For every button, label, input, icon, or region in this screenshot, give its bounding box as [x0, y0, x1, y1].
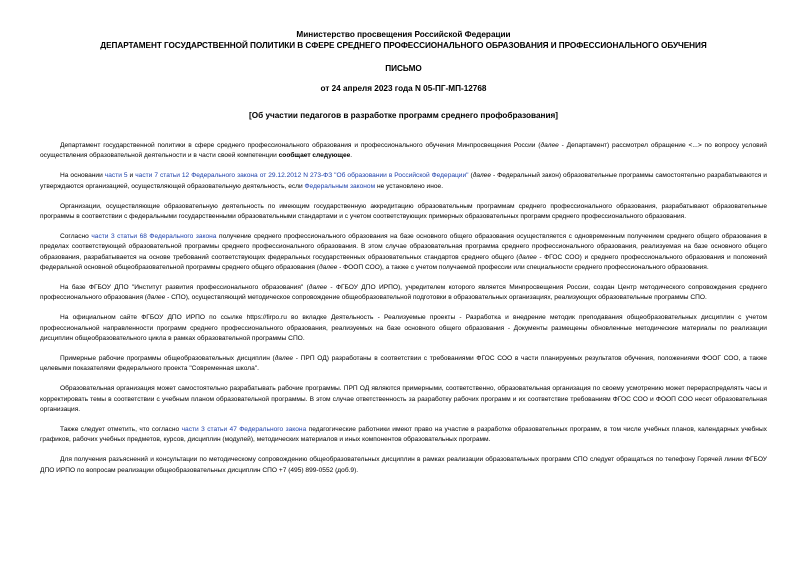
law-reference-link[interactable]: части 3 статьи 47 Федерального закона: [181, 426, 307, 434]
paragraph: [40, 455, 767, 475]
paragraph-text: Организации, осуществляющие образовательную деятельность по имеющим государственную аккредитацию образовательным программам среднего профессионального образования, разрабатывают образовательные программы в соответствии с федеральными государственными образовательными стандартами и с учетом соответствующих примерных образовательных программ среднего профессионального образования.: [40, 202, 767, 221]
italic-text: далее: [540, 142, 559, 149]
paragraph-text: Для получения разъяснений и консультации по методическому сопровождению общеобразовательных дисциплин в рамках реализации образовательных программ СПО следует обращаться по телефону Горячей линии ФГБОУ ДПО ИРПО по вопросам реализации общеобразовательных дисциплин СПО +7 (495) 899-0552 (доб.9).: [40, 456, 767, 474]
italic-text: далее: [318, 263, 338, 271]
bold-text: сообщает следующее: [278, 152, 351, 160]
paragraph-text: На основании: [60, 172, 105, 180]
paragraph-text: - ФГОС СОО) и среднего профессионального образования и положений федеральной основной общеобразовательной программы среднего общего образования (: [40, 253, 767, 271]
document-body: [40, 141, 767, 476]
document-date-number: от 24 апреля 2023 года N 05-ПГ-МП-12768: [320, 84, 487, 93]
paragraph: [40, 354, 767, 374]
paragraph-text: получение среднего профессионального образования на базе основного общего образования осуществляется с одновременным получением среднего общего образования в пределах соответствующей образовательной программы среднего профессионального образования. В этом случае образовательная программа среднего профессионального образования, реализуемая на базе основного общего образования, разрабатывается на основе требований соответствующих федеральных государственных образовательных стандартов среднего общего (: [40, 233, 767, 261]
paragraph-text: - СПО), осуществляющий методическое сопровождение общеобразовательной подготовки в образовательных организациях, реализующих образовательные программы СПО.: [165, 294, 707, 302]
department-name: ДЕПАРТАМЕНТ ГОСУДАРСТВЕННОЙ ПОЛИТИКИ В СФЕРЕ СРЕДНЕГО ПРОФЕССИОНАЛЬНОГО ОБРАЗОВАНИЯ И ПРОФЕССИОНАЛЬНОГО ОБУЧЕНИЯ: [100, 41, 707, 50]
law-reference-link[interactable]: части 5: [104, 172, 128, 180]
paragraph: [40, 283, 767, 303]
paragraph-text: На базе ФГБОУ ДПО "Институт развития профессионального образования" (: [60, 284, 309, 292]
paragraph-text: Примерные рабочие программы общеобразовательных дисциплин (: [60, 355, 275, 363]
document-type: ПИСЬМО: [385, 64, 422, 73]
paragraph-text: (: [468, 172, 473, 180]
paragraph-text: - ПРП ОД) разработаны в соответствии с требованиями ФГОС СОО в части планируемых результатов обучения, положениями ФООГ СОО, а также целевыми показателями федерального проекта "Современная школа".: [40, 355, 767, 373]
paragraph: [40, 171, 767, 191]
document-subject: [Об участии педагогов в разработке программ среднего профобразования]: [249, 111, 558, 120]
law-reference-link[interactable]: части 3 статьи 68 Федерального закона: [91, 233, 217, 241]
paragraph-text: и: [127, 172, 136, 180]
italic-text: далее: [274, 355, 294, 363]
paragraph-text: - ФГБОУ ДПО ИРПО), учредителем которого является Минпросвещения России, создан Центр методического сопровождения среднего профессионального образования (: [40, 284, 767, 302]
law-reference-link[interactable]: Федеральным законом: [304, 182, 376, 190]
italic-text: далее: [308, 284, 328, 292]
paragraph-text: - Департамент) рассмотрел обращение <...> по вопросу условий осуществления образовательной деятельности и в части своей компетенции: [40, 142, 767, 160]
paragraph: [40, 313, 767, 344]
italic-text: далее: [472, 172, 491, 180]
paragraph-text: педагогические работники имеют право на участие в разработке образовательных программ, в том числе учебных планов, календарных учебных графиков, рабочих учебных предметов, курсов, дисциплин (модулей), методических материалов и иных компонентов образовательных программ.: [40, 426, 767, 444]
paragraph-text: не установлено иное.: [375, 182, 444, 190]
paragraph: [40, 425, 767, 445]
paragraph-text: Департамент государственной политики в сфере среднего профессионального образования и профессионального обучения Минпросвещения России (: [60, 142, 541, 149]
paragraph-text: - Федеральный закон) образовательные программы самостоятельно разрабатываются и утверждаются организацией, осуществляющей образовательную деятельность, если: [40, 172, 767, 190]
paragraph-text: Также следует отметить, что согласно: [60, 426, 182, 434]
law-reference-link[interactable]: части 7 статьи 12 Федерального закона от 29.12.2012 N 273-ФЗ "Об образовании в Российской Федерации": [135, 172, 469, 180]
paragraph-text: На официальном сайте ФГБОУ ДПО ИРПО по ссылке https://firpo.ru во вкладке Деятельность - Реализуемые проекты - Разработка и внедрение методик преподавания общеобразовательных дисциплин с учетом профессиональной направленности программ среднего профессионального образования, реализуемых на базе основного общего образования - Документы размещены обновленные методические материалы по реализации дисциплин общеобразовательного цикла в рамках образовательной программы СПО.: [40, 314, 767, 342]
ministry-name: Министерство просвещения Российской Федерации: [296, 30, 511, 39]
paragraph: [40, 141, 767, 161]
paragraph-text: Образовательная организация может самостоятельно разрабатывать рабочие программы. ПРП ОД являются примерными, соответственно, образовательная организация по своему усмотрению может перераспределять часы и корректировать темы в соответствии с учебным планом образовательной программы. В этом случае ответственность за разработку рабочих программ и их соответствие требованиям ФГОС СОО и ФООП СОО несет образовательная организация.: [40, 385, 767, 413]
paragraph: [40, 384, 767, 415]
paragraph-text: .: [350, 152, 353, 160]
paragraph-text: - ФООП СОО), а также с учетом получаемой профессии или специальности среднего профессионального образования.: [337, 263, 709, 271]
italic-text: далее: [146, 294, 166, 302]
paragraph: [40, 232, 767, 273]
paragraph-text: Согласно: [60, 233, 92, 241]
italic-text: далее: [518, 253, 537, 261]
paragraph: [40, 202, 767, 222]
